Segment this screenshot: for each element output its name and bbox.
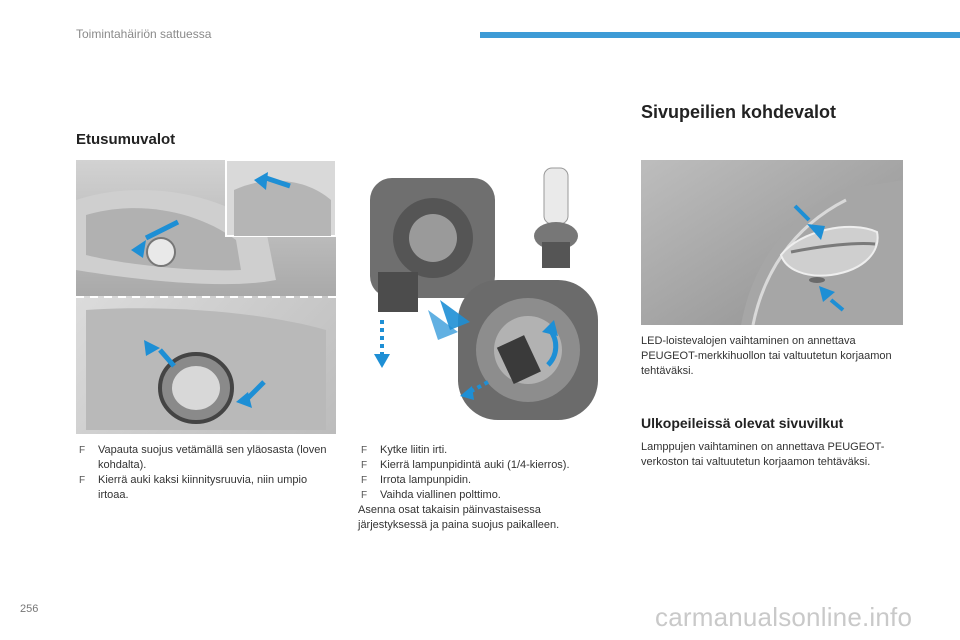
list-item xyxy=(358,443,610,458)
steps-list-a xyxy=(76,443,338,503)
fog-lights-heading: Etusumuvalot xyxy=(76,131,176,148)
list-item-text: Vapauta suojus vetämällä sen yläosasta (loven kohdalta). xyxy=(98,444,327,471)
bullet-icon: F xyxy=(361,490,368,501)
bullet-icon: F xyxy=(79,475,86,486)
list-item xyxy=(358,488,610,503)
list-item xyxy=(358,473,610,488)
list-item-text: Vaihda viallinen polttimo. xyxy=(380,489,501,501)
header-accent-bar xyxy=(480,32,960,38)
list-item-text: Irrota lampunpidin. xyxy=(380,474,472,486)
indicator-replacement-note: Lamppujen vaihtaminen on annettava PEUGEOT-verkoston tai valtuutetun korjaamon tehtäväksi. xyxy=(641,441,885,468)
watermark: carmanualsonline.info xyxy=(655,602,913,632)
fog-lamp-bulb-illustration xyxy=(358,160,608,434)
list-item-text: Kytke liitin irti. xyxy=(380,444,448,456)
steps-list-b-container xyxy=(358,443,610,533)
page-number: 256 xyxy=(20,603,39,615)
bullet-icon: F xyxy=(361,460,368,471)
section-title: Toimintahäiriön sattuessa xyxy=(76,27,212,41)
list-item xyxy=(76,473,338,503)
bullet-icon: F xyxy=(79,445,86,456)
bullet-icon: F xyxy=(361,445,368,456)
list-item xyxy=(358,458,610,473)
side-mirror-illustration xyxy=(641,160,903,325)
list-item-text: Kierrä auki kaksi kiinnitysruuvia, niin umpio irtoaa. xyxy=(98,474,308,501)
steps-list-a-container xyxy=(76,443,338,503)
list-item-text: Kierrä lampunpidintä auki (1/4-kierros). xyxy=(380,459,570,471)
mirror-indicators-heading: Ulkopeileissä olevat sivuvilkut xyxy=(641,415,844,431)
steps-list-b xyxy=(358,443,610,503)
bullet-icon: F xyxy=(361,475,368,486)
mirror-spotlights-heading: Sivupeilien kohdevalot xyxy=(641,102,837,122)
led-replacement-note: LED-loistevalojen vaihtaminen on annettava PEUGEOT-merkkihuollon tai valtuutetun korjaamon tehtäväksi. xyxy=(641,335,892,377)
reassembly-note: Asenna osat takaisin päinvastaisessa järjestyksessä ja paina suojus paikalleen. xyxy=(358,504,560,531)
list-item xyxy=(76,443,338,473)
bumper-removal-illustration xyxy=(76,160,336,434)
